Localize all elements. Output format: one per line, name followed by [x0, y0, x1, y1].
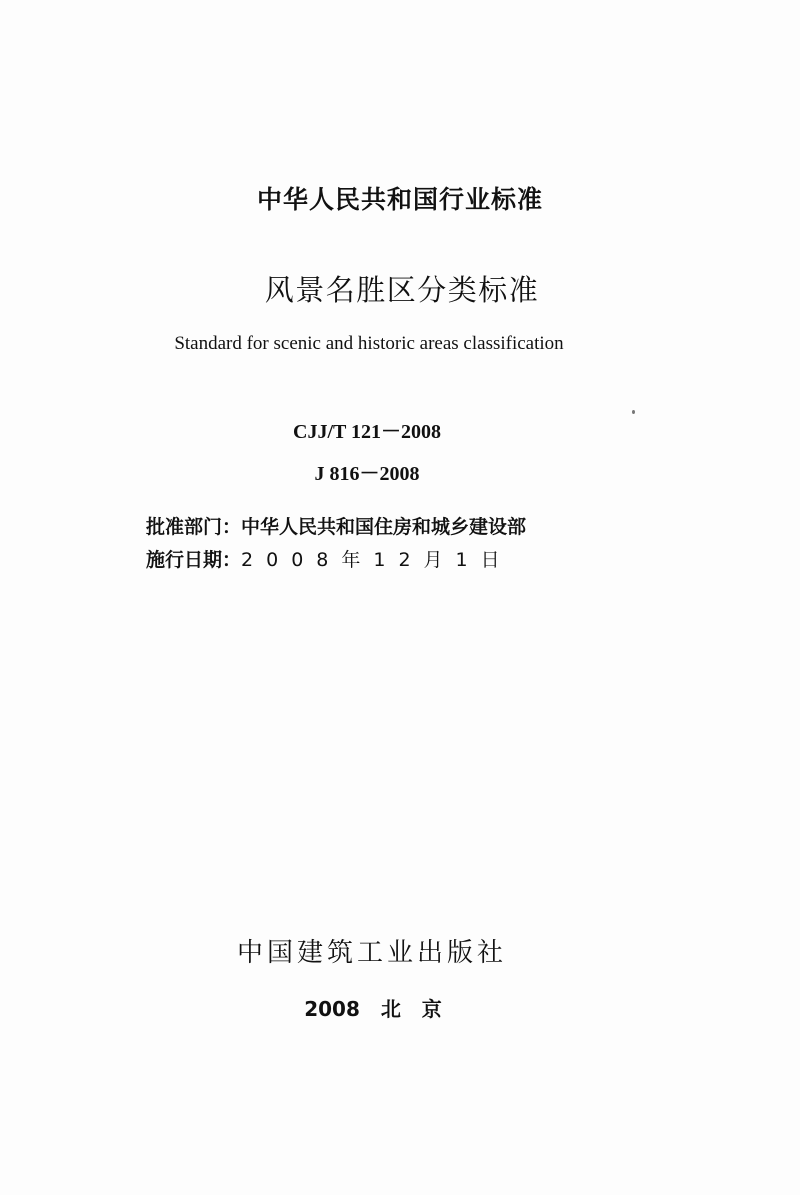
effective-date-value: 2008年12月1日 [241, 549, 513, 571]
standard-title-chinese: 风景名胜区分类标准 [264, 273, 540, 307]
industry-standard-header: 中华人民共和国行业标准 [256, 185, 543, 214]
record-number: J 816－2008 [314, 463, 420, 485]
publisher-name: 中国建筑工业出版社 [236, 938, 507, 968]
effective-date-label: 施行日期： [146, 549, 242, 571]
standard-number: CJJ/T 121－2008 [293, 421, 441, 443]
approval-department-row [146, 512, 526, 539]
standard-title-english: Standard for scenic and historic areas classification [174, 333, 564, 354]
approval-department-label: 批准部门： [146, 516, 242, 538]
approval-department-value: 中华人民共和国住房和城乡建设部 [241, 516, 527, 538]
publication-year-place: 2008 北 京 [304, 997, 442, 1021]
effective-date-row [146, 545, 513, 572]
scan-speck [632, 410, 635, 414]
